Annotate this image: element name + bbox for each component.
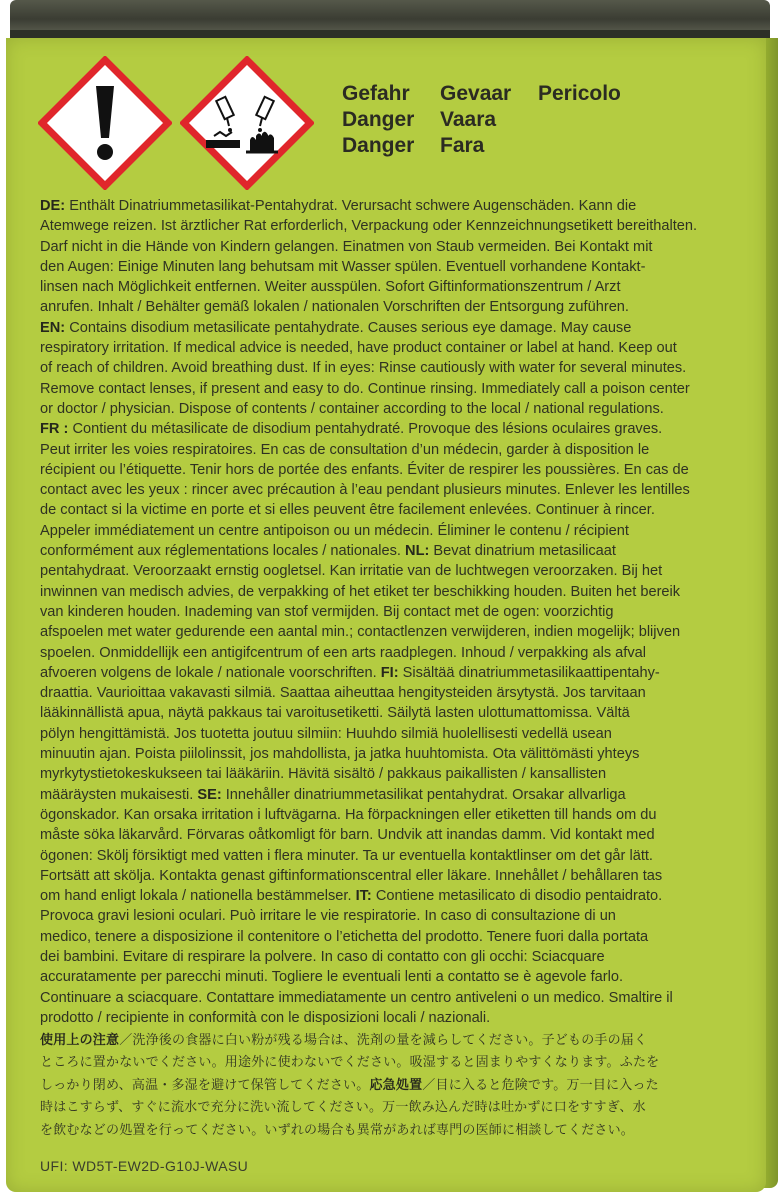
text-line (40, 399, 758, 419)
ufi-code: UFI: WD5T-EW2D-G10J-WASU (40, 1158, 249, 1174)
text-segment: määräysten mukaisesti. (40, 786, 198, 803)
text-segment: Bevat dinatrium metasilicaat (433, 543, 616, 560)
text-segment: ところに置かないでください。用途外に使わないでください。吸湿すると固まりやすくなります。ふたを (40, 1055, 660, 1071)
text-line (40, 460, 758, 480)
text-line (40, 703, 758, 723)
text-segment: dei bambini. Evitare di respirare la polvere. In caso di contatto con gli occhi: Sciacquare (40, 948, 605, 965)
text-line (40, 967, 758, 987)
text-segment: を飲むなどの処置を行ってください。いずれの場合も異常があれば専門の医師に相談してください。 (40, 1122, 635, 1138)
text-line (40, 927, 758, 947)
text-segment: om hand enligt lokala / nationella bestämmelser. (40, 888, 356, 905)
text-line (40, 582, 758, 602)
text-segment: récipient ou l’étiquette. Tenir hors de portée des enfants. Éviter de respirer les poussières. En cas de (40, 461, 689, 478)
text-line (40, 318, 758, 338)
safety-text (40, 196, 758, 1028)
signal-word: Vaara (440, 108, 497, 131)
text-line (40, 277, 758, 297)
text-segment: Fortsätt att skölja. Kontakta genast giftinformationscentral eller läkare. Innehållet / behållaren tas (40, 867, 663, 884)
exclamation-mark-icon (38, 56, 172, 190)
text-segment: spoelen. Onmiddellijk een antigifcentrum of een arts raadplegen. Inhoud / verpakking als afval (40, 644, 647, 661)
text-segment: anrufen. Inhalt / Behälter gemäß lokalen / nationalen Vorschriften der Entsorgung zuführen. (40, 299, 629, 316)
text-line (40, 196, 758, 216)
jp-text-line (40, 1075, 758, 1097)
text-segment: respiratory irritation. If medical advice is needed, have product container or label at hand. Keep out (40, 340, 677, 357)
text-line (40, 1008, 758, 1028)
signal-word: Danger (342, 108, 415, 131)
text-line (40, 541, 758, 561)
text-segment: Sisältää dinatriummetasilikaattipentahy- (402, 664, 660, 681)
text-line (40, 643, 758, 663)
text-line (40, 764, 758, 784)
text-segment: prodotto / recipiente in conformità con le disposizioni locali / nazionali. (40, 1009, 491, 1026)
text-line (40, 216, 758, 236)
language-label: FR : (40, 421, 73, 438)
text-segment: or doctor / physician. Dispose of contents / container according to the local / national regulations. (40, 400, 664, 417)
text-segment: inwinnen van medisch advies, de verpakking of het etiket ter beschikking houden. Buiten het bereik (40, 583, 681, 600)
text-line (40, 500, 758, 520)
signal-word: Gevaar (440, 82, 512, 105)
text-segment: accuratamente per parecchi minuti. Togliere le eventuali lenti a contatto se è agevole farlo. (40, 969, 624, 986)
language-label: DE: (40, 198, 70, 214)
text-line (40, 906, 758, 926)
text-segment: Contains disodium metasilicate pentahydrate. Causes serious eye damage. May cause (69, 319, 632, 336)
language-label: IT: (355, 888, 376, 905)
text-line (40, 338, 758, 358)
text-line (40, 846, 758, 866)
text-line (40, 724, 758, 744)
text-line (40, 480, 758, 500)
text-segment: Innehåller dinatriummetasilikat pentahydrat. Orsakar allvarliga (225, 786, 626, 803)
language-label: EN: (40, 319, 70, 336)
text-line (40, 358, 758, 378)
text-segment: ／目に入ると危険です。万一目に入った (422, 1077, 659, 1093)
text-segment: pölyn hengittämistä. Jos tuotetta joutuu silmiin: Huuhdo silmiä huolellisesti vedellä usean (40, 725, 612, 742)
text-line (40, 886, 758, 906)
text-segment: 時はこすらず、すぐに流水で充分に洗い流してください。万一飲み込んだ時は吐かずに口をすすぎ、水 (40, 1100, 646, 1116)
text-line (40, 521, 758, 541)
text-segment: ／洗浄後の食器に白い粉が残る場合は、洗剤の量を減らしてください。子どもの手の届く (119, 1033, 648, 1048)
hazard-pictograms (38, 56, 328, 186)
text-line (40, 866, 758, 886)
text-line (40, 805, 758, 825)
text-line (40, 297, 758, 317)
text-segment: conformément aux réglementations locales / nationales. (40, 543, 406, 560)
language-label: 応急処置 (369, 1077, 423, 1093)
signal-word: Gefahr (342, 82, 410, 105)
text-segment: Atemwege reizen. Ist ärztlicher Rat erforderlich, Verpackung oder Kennzeichnungsetikett bereithalten. (40, 218, 698, 235)
signal-word: Fara (440, 134, 485, 157)
language-label: 使用上の注意 (40, 1033, 120, 1048)
text-segment: Darf nicht in die Hände von Kindern gelangen. Einatmen von Staub vermeiden. Bei Kontakt mit (40, 238, 653, 255)
text-segment: de contact si la victime en porte et si elles peuvent être facilement enlevées. Continuer à rincer. (40, 502, 655, 519)
text-line (40, 785, 758, 805)
text-segment: Peut irriter les voies respiratoires. En cas de consultation d’un médecin, garder à disposition le (40, 441, 650, 458)
jp-text-line (40, 1097, 758, 1119)
text-segment: myrkytystietokeskukseen tai lääkäriin. Hävitä sisältö / pakkaus paikallisten / kansallisten (40, 766, 607, 783)
text-segment: minuutin ajan. Poista piilolinssit, jos mahdollista, ja jatka huuhtomista. Ota välittömästi yhteys (40, 746, 640, 763)
text-segment: Continuare a sciacquare. Contattare immediatamente un centro antiveleni o un medico. Smaltire il (40, 989, 673, 1006)
signal-word: Pericolo (538, 82, 621, 105)
text-segment: afvoeren volgens de lokale / nationale voorschriften. (40, 664, 381, 681)
text-line (40, 237, 758, 257)
text-line (40, 744, 758, 764)
text-segment: Contiene metasilicato di disodio pentaidrato. (375, 888, 663, 905)
text-line (40, 947, 758, 967)
text-segment: måste söka läkarvård. Förvaras oåtkomligt för barn. Undvik att inandas damm. Vid kontakt med (40, 827, 655, 844)
text-line (40, 663, 758, 683)
language-label: FI: (380, 664, 403, 681)
text-segment: den Augen: Einige Minuten lang behutsam mit Wasser spülen. Eventuell vorhandene Kontakt- (40, 258, 646, 275)
text-line (40, 683, 758, 703)
japanese-safety-text (40, 1030, 758, 1142)
text-segment: draattia. Vaurioittaa vakavasti silmiä. Saattaa aiheuttaa hengitysteiden ärsytystä. Jos tarvitaan (40, 685, 646, 702)
text-segment: lääkinnällistä apua, näytä pakkaus tai varoitusetiketti. Säilytä lasten ulottumattomissa. Vältä (40, 705, 630, 722)
jp-text-line (40, 1052, 758, 1074)
text-line (40, 561, 758, 581)
text-segment: Appeler immédiatement un centre antipoison ou un médecin. Éliminer le contenu / récipient (40, 522, 629, 539)
text-segment: しっかり閉め、高温・多湿を避けて保管してください。 (40, 1077, 370, 1093)
text-line (40, 440, 758, 460)
text-line (40, 257, 758, 277)
text-segment: Enthält Dinatriummetasilikat-Pentahydrat. Verursacht schwere Augenschäden. Kann die (69, 198, 637, 214)
text-line (40, 419, 758, 439)
text-segment: Contient du métasilicate de disodium pentahydraté. Provoque des lésions oculaires graves. (72, 421, 663, 438)
jp-text-line (40, 1120, 758, 1142)
text-line (40, 825, 758, 845)
text-segment: ögonen: Skölj försiktigt med vatten i flera minuter. Ta ur eventuella kontaktlinser om det går lätt. (40, 847, 653, 864)
text-line (40, 988, 758, 1008)
text-line (40, 602, 758, 622)
text-segment: van kinderen houden. Inademing van stof vermijden. Bij contact met de ogen: voorzichtig (40, 603, 614, 620)
text-segment: of reach of children. Avoid breathing dust. If in eyes: Rinse cautiously with water for several minutes. (40, 360, 687, 377)
text-segment: afspoelen met water gedurende een aantal min.; contactlenzen verwijderen, indien mogelijk; blijven (40, 624, 681, 641)
signal-word: Danger (342, 134, 415, 157)
language-label: NL: (405, 543, 434, 560)
text-line (40, 622, 758, 642)
text-line (40, 379, 758, 399)
text-segment: Remove contact lenses, if present and easy to do. Continue rinsing. Immediately call a poison center (40, 380, 690, 397)
jp-text-line (40, 1030, 758, 1052)
text-segment: pentahydraat. Veroorzaakt ernstig oogletsel. Kan irritatie van de luchtwegen veroorzaken. Bij het (40, 563, 663, 580)
text-segment: medico, tenere a disposizione il contenitore o l’etichetta del prodotto. Tenere fuori dalla portata (40, 928, 649, 945)
text-segment: linsen nach Möglichkeit entfernen. Weiter ausspülen. Sofort Giftinformationszentrum / Arzt (40, 279, 621, 296)
language-label: SE: (197, 786, 226, 803)
text-segment: ögonskador. Kan orsaka irritation i luftvägarna. Ha förpackningen eller etiketten till hands om du (40, 806, 657, 823)
text-segment: Provoca gravi lesioni oculari. Può irritare le vie respiratorie. In caso di consultazione di un (40, 908, 616, 925)
text-segment: contact avec les yeux : rincer avec précaution à l’eau pendant plusieurs minutes. Enlever les lentilles (40, 482, 690, 499)
corrosion-icon (180, 56, 314, 190)
